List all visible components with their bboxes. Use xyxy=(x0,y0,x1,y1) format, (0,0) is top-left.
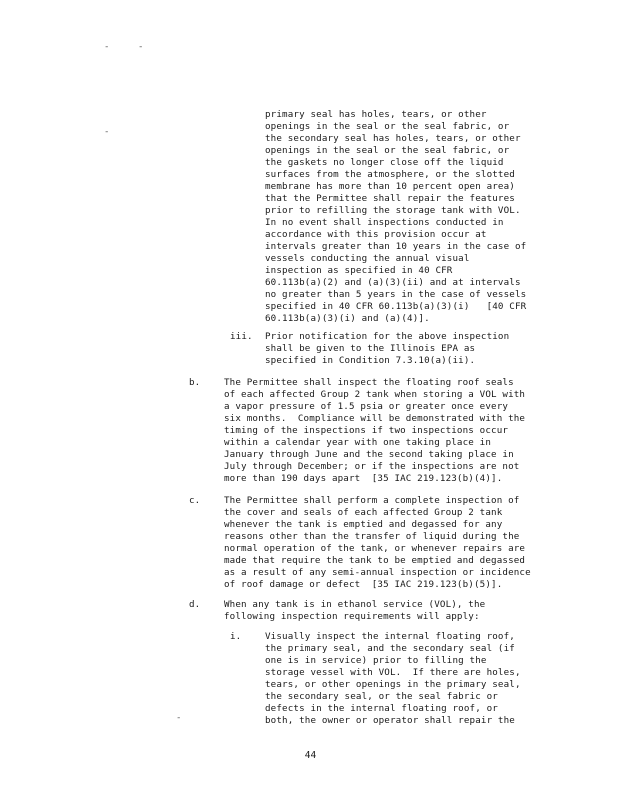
text-line: reasons other than the transfer of liquid during the xyxy=(224,531,520,542)
text-line: as a result of any semi-annual inspection or incidence xyxy=(224,567,531,578)
text-line: The Permittee shall perform a complete inspection of xyxy=(224,495,520,506)
text-line: July through December; or if the inspections are not xyxy=(224,461,520,472)
margin-mark: - xyxy=(176,713,182,723)
text-line: specified in Condition 7.3.10(a)(ii). xyxy=(265,355,476,366)
margin-mark: - xyxy=(104,42,110,52)
text-line: the secondary seal has holes, tears, or other xyxy=(265,133,521,144)
text-line: inspection as specified in 40 CFR xyxy=(265,265,453,276)
text-line: intervals greater than 10 years in the case of xyxy=(265,241,527,252)
text-line: openings in the seal or the seal fabric, or xyxy=(265,145,510,156)
text-line: of each affected Group 2 tank when storing a VOL with xyxy=(224,389,526,400)
margin-mark: - xyxy=(138,42,144,52)
text-line: surfaces from the atmosphere, or the slotted xyxy=(265,169,515,180)
text-line: shall be given to the Illinois EPA as xyxy=(265,343,476,354)
text-line: made that require the tank to be emptied and degassed xyxy=(224,555,526,566)
text-line: openings in the seal or the seal fabric, or xyxy=(265,121,510,132)
text-line: The Permittee shall inspect the floating roof seals xyxy=(224,377,514,388)
text-line: tears, or other openings in the primary seal, xyxy=(265,679,521,690)
text-line: January through June and the second taking place in xyxy=(224,449,514,460)
item-marker: b. xyxy=(189,377,201,388)
text-line: In no event shall inspections conducted in xyxy=(265,217,504,228)
text-line: the primary seal, and the secondary seal (if xyxy=(265,643,515,654)
text-line: specified in 40 CFR 60.113b(a)(3)(i) [40 CFR xyxy=(265,301,527,312)
text-line: primary seal has holes, tears, or other xyxy=(265,109,487,120)
text-line: of roof damage or defect [35 IAC 219.123(b)(5)]. xyxy=(224,579,503,590)
text-line: vessels conducting the annual visual xyxy=(265,253,470,264)
text-line: prior to refilling the storage tank with VOL. xyxy=(265,205,521,216)
text-line: whenever the tank is emptied and degassed for any xyxy=(224,519,503,530)
text-line: membrane has more than 10 percent open area) xyxy=(265,181,515,192)
text-line: the secondary seal, or the seal fabric or xyxy=(265,691,498,702)
text-line: a vapor pressure of 1.5 psia or greater once every xyxy=(224,401,509,412)
item-marker: c. xyxy=(189,495,201,506)
text-line: 60.113b(a)(2) and (a)(3)(ii) and at intervals xyxy=(265,277,521,288)
text-line: Prior notification for the above inspection xyxy=(265,331,510,342)
page-number: 44 xyxy=(304,750,317,761)
text-line: Visually inspect the internal floating roof, xyxy=(265,631,515,642)
text-line: within a calendar year with one taking place in xyxy=(224,437,492,448)
text-line: that the Permittee shall repair the features xyxy=(265,193,515,204)
text-line: the gaskets no longer close off the liquid xyxy=(265,157,504,168)
text-line: storage vessel with VOL. If there are holes, xyxy=(265,667,521,678)
text-line: both, the owner or operator shall repair the xyxy=(265,715,515,726)
text-line: six months. Compliance will be demonstrated with the xyxy=(224,413,526,424)
text-line: one is in service) prior to filling the xyxy=(265,655,487,666)
text-line: more than 190 days apart [35 IAC 219.123(b)(4)]. xyxy=(224,473,503,484)
text-line: When any tank is in ethanol service (VOL), the xyxy=(224,599,486,610)
item-marker: d. xyxy=(189,599,201,610)
text-line: defects in the internal floating roof, or xyxy=(265,703,498,714)
text-line: 60.113b(a)(3)(i) and (a)(4)]. xyxy=(265,313,430,324)
text-line: the cover and seals of each affected Group 2 tank xyxy=(224,507,503,518)
text-line: following inspection requirements will apply: xyxy=(224,611,480,622)
text-line: timing of the inspections if two inspections occur xyxy=(224,425,509,436)
text-line: no greater than 5 years in the case of vessels xyxy=(265,289,527,300)
item-marker: iii. xyxy=(230,331,253,342)
item-marker: i. xyxy=(230,631,242,642)
text-line: accordance with this provision occur at xyxy=(265,229,487,240)
margin-mark: - xyxy=(104,127,110,137)
text-line: normal operation of the tank, or whenever repairs are xyxy=(224,543,526,554)
